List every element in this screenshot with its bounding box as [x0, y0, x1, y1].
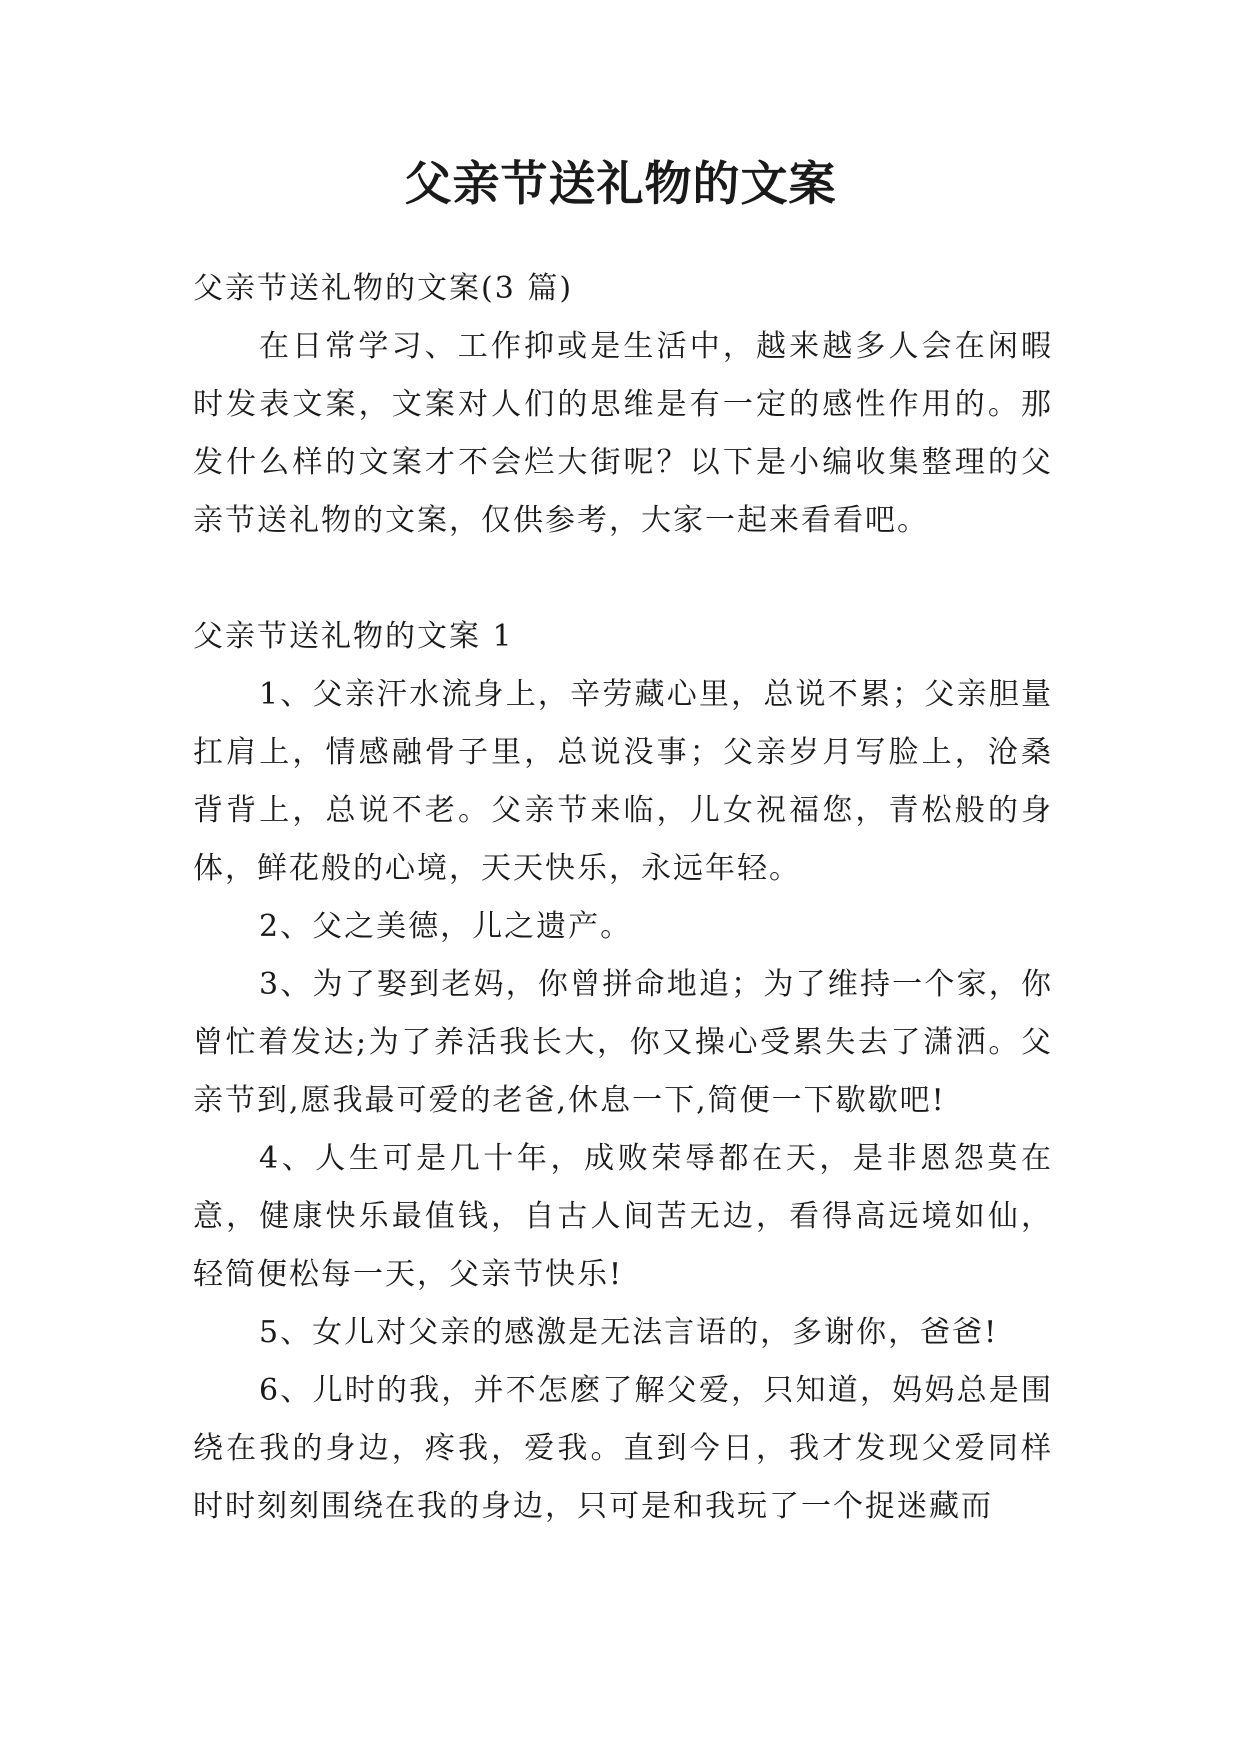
list-item: 2、父之美德，儿之遗产。	[259, 909, 633, 944]
list-item: 5、女儿对父亲的感激是无法言语的，多谢你，爸爸!	[259, 1315, 999, 1350]
list-item: 3、为了娶到老妈，你曾拼命地追；为了维持一个家，你曾忙着发达;为了养活我长大，你又操心受累失去了潇洒。父亲节到,愿我最可爱的老爸,休息一下,简便一下歇歇吧!	[193, 967, 1053, 1118]
document-title: 父亲节送礼物的文案	[404, 157, 837, 212]
list-item: 6、儿时的我，并不怎麽了解父爱，只知道，妈妈总是围绕在我的身边，疼我，爱我。直到今日，我才发现父爱同样时时刻刻围绕在我的身边，只可是和我玩了一个捉迷藏而	[193, 1373, 1053, 1524]
document-body	[193, 260, 1053, 1536]
paragraph-spacer	[193, 550, 1053, 608]
list-item: 4、人生可是几十年，成败荣辱都在天，是非恩怨莫在意，健康快乐最值钱，自古人间苦无边，看得高远境如仙，轻简便松每一天，父亲节快乐!	[193, 1141, 1053, 1292]
section-heading: 父亲节送礼物的文案 1	[193, 619, 514, 654]
list-item: 1、父亲汗水流身上，辛劳藏心里，总说不累；父亲胆量扛肩上，情感融骨子里，总说没事；父亲岁月写脸上，沧桑背背上，总说不老。父亲节来临，儿女祝福您，青松般的身体，鲜花般的心境，天天快乐，永远年轻。	[193, 677, 1053, 886]
intro-paragraph: 在日常学习、工作抑或是生活中，越来越多人会在闲暇时发表文案，文案对人们的思维是有一定的感性作用的。那发什么样的文案才不会烂大街呢？以下是小编收集整理的父亲节送礼物的文案，仅供参考，大家一起来看看吧。	[193, 329, 1053, 538]
document-subtitle: 父亲节送礼物的文案(3 篇)	[193, 271, 574, 306]
